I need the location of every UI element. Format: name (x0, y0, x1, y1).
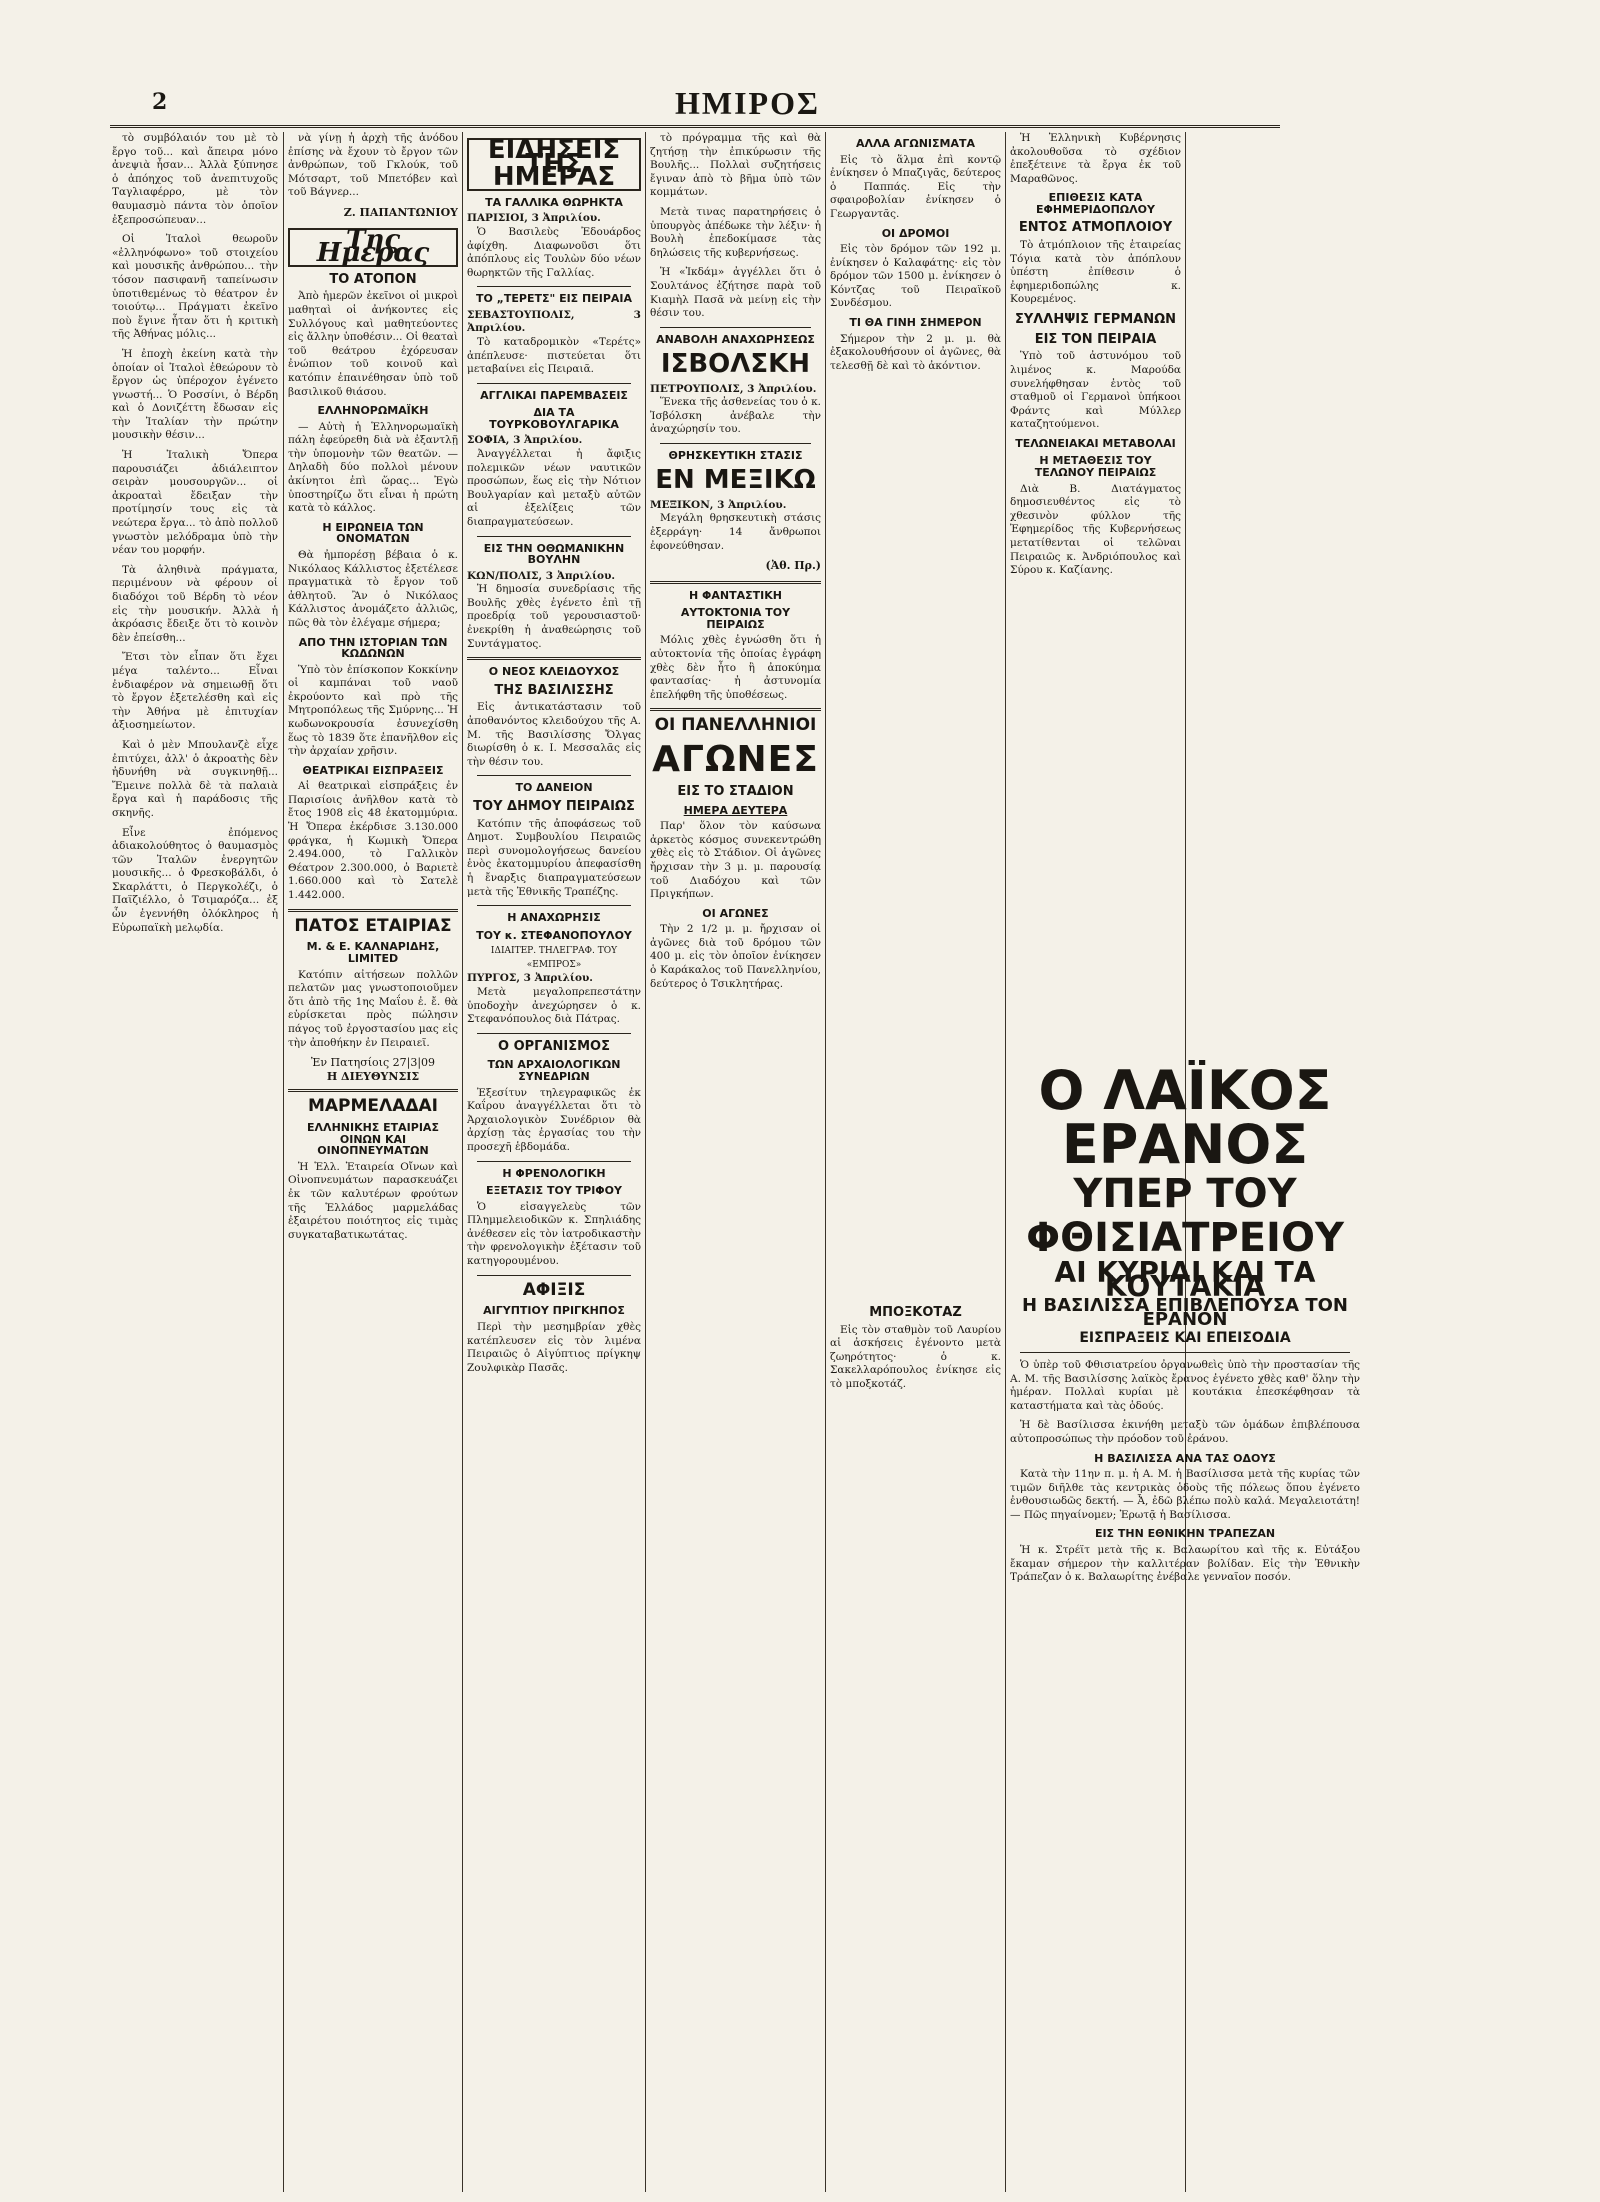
story-title: ΤΟ ΔΑΝΕΙΟΝ (515, 781, 593, 795)
story-text: Ὁ εἰσαγγελεὺς τῶν Πλημμελειοδικῶν κ. Σπηλιάδης ἀνέθεσεν εἰς τὸν ἰατροδικαστὴν τὴν φρενολογικὴν ἐξέτασιν τοῦ κατηγορουμένου. (467, 1200, 641, 1267)
story-title: ΑΛΛΑ ΑΓΩΝΙΣΜΑΤΑ (855, 137, 976, 150)
story-title: ΑΝΑΒΟΛΗ ΑΝΑΧΩΡΗΣΕΩΣ (656, 332, 815, 346)
story-subtitle: ΤΟΥ κ. ΣΤΕΦΑΝΟΠΟΥΛΟΥ (476, 928, 632, 942)
article-paragraph: Ἡ ἐποχὴ ἐκείνη κατὰ τὴν ὁποίαν οἱ Ἰταλοὶ ἐθεώρουν τὸ ἔργον ὡς ὑπέροχον ἐγένετο γνωστή... Ὁ Ροσσίνι, ὁ Βέρδη καὶ ὁ Δονιζέττη ἔδωσαν εἰς τὴν Ἰταλίαν τὴν πρώτην μουσικὴν θέσιν... (112, 347, 278, 442)
story-text: Μεγάλη θρησκευτικὴ στάσις ἐξερράγη· 14 ἄνθρωποι ἐφονεύθησαν. (650, 512, 821, 552)
column-2 (288, 132, 458, 2192)
article-paragraph: νὰ γίνῃ ἡ ἀρχὴ τῆς ἀνόδου ἐπίσης νὰ ἔχουν τὸ ἔργον τῶν ἀνθρώπων, τοῦ Γκλούκ, τοῦ Μότσαρτ, τοῦ Μπετόβεν καὶ τοῦ Βάγνερ... (288, 132, 458, 199)
story-subtitle: ΕΞΕΤΑΣΙΣ ΤΟΥ ΤΡΙΦΟΥ (486, 1184, 622, 1198)
story-title: ΑΦΙΞΙΣ (522, 1279, 586, 1300)
page-number: 2 (152, 89, 168, 115)
divider (650, 581, 821, 584)
story-text: Τὴν 2 1/2 μ. μ. ἤρχισαν οἱ ἀγῶνες διὰ τοῦ δρόμου τῶν 400 μ. εἰς τὸν ὁποῖον ἐνίκησεν ὁ Καράκαλος τοῦ Πανελληνίου, δεύτερος ὁ Τσικλητήρας. (650, 923, 821, 990)
story-text: Σήμερον τὴν 2 μ. μ. θὰ ἐξακολουθήσουν οἱ ἀγῶνες, θὰ τελεσθῇ δὲ καὶ τὸ ἀκόντιον. (830, 332, 1001, 372)
item-title: ΑΠΟ ΤΗΝ ΙΣΤΟΡΙΑΝ ΤΩΝ ΚΩΔΩΝΩΝ (298, 635, 448, 661)
divider (288, 1089, 458, 1092)
story-text: Μόλις χθὲς ἐγνώσθη ὅτι ἡ αὐτοκτονία τῆς ὁποίας ἐγράφη χθὲς δὲν ἦτο ἢ ἀποκύημα φαντασίας· ἡ ἀστυνομία ἐπελήφθη τῆς ὑποθέσεως. (650, 634, 821, 701)
article-paragraph: Ἔτσι τὸν εἶπαν ὅτι ἔχει μέγα ταλέντο... Εἶναι ἐνδιαφέρον νὰ σημειωθῇ ὅτι τὸ ἔργον ἐξετελέσθη καὶ εἰς τὴν Ἀθήνα μὲ ἐπιτυχίαν ἀξιοσημείωτον. (112, 651, 278, 732)
item-title: ΤΟ ΑΤΟΠΟΝ (329, 271, 417, 287)
article-paragraph: Ἡ «Ἰκδάμ» ἀγγέλλει ὅτι ὁ Σουλτάνος ἐζήτησε παρὰ τοῦ Κιαμὴλ Πασᾶ νὰ μείνῃ εἰς τὴν θέσιν του. (650, 266, 821, 320)
article-paragraph: Καὶ ὁ μὲν Μπουλανζὲ εἶχε ἐπιτύχει, ἀλλ' ὁ ἀκροατὴς δὲν ἠδυνήθη νὰ συγκινηθῇ... Ἔμεινε πολλὰ δὲ τὰ παλαιὰ ἔργα καὶ ἡ παράδοσις τῆς σκηνῆς. (112, 738, 278, 819)
story-text: Εἰς ἀντικατάστασιν τοῦ ἀποθανόντος κλειδούχου τῆς Α. Μ. τῆς Βασιλίσσης Ὄλγας διωρίσθη ὁ κ. Ι. Μεσσαλᾶς εἰς τὴν θέσιν του. (467, 701, 641, 768)
column-4 (650, 132, 821, 2192)
column-rule (462, 132, 463, 2192)
story-text: Μετὰ μεγαλοπρεπεστάτην ὑποδοχὴν ἀνεχώρησεν ὁ κ. Στεφανόπουλος διὰ Πάτρας. (467, 986, 641, 1026)
story-text: Κατόπιν τῆς ἀποφάσεως τοῦ Δημοτ. Συμβουλίου Πειραιῶς περὶ συνομολογήσεως δανείου ἑνὸς ἑκατομμυρίου ἀπεφασίσθη ἡ ἔναρξις διαπραγματεύσεων μετὰ τῆς Ἐθνικῆς Τραπέζης. (467, 817, 641, 898)
big-headline: ΥΠΕΡ ΤΟΥ ΦΘΙΣΙΑΤΡΕΙΟΥ (1026, 1171, 1344, 1261)
article-paragraph: Τὰ ἀληθινὰ πράγματα, περιμένουν νὰ φέρουν οἱ διαδόχοι τοῦ Βέρδη τὸ νέον εἰς τὴν μουσικήν. Ἀλλὰ ἡ ἀκρόασις ἔδειξε ὅτι τὸ κοινὸν δὲν ἐπείσθη... (112, 563, 278, 644)
story-title: Η ΦΑΝΤΑΣΤΙΚΗ (689, 588, 782, 602)
item-title: Η ΕΙΡΩΝΕΙΑ ΤΩΝ ΟΝΟΜΑΤΩΝ (322, 520, 424, 546)
story-text: Εἰς τὸν δρόμον τῶν 192 μ. ἐνίκησεν ὁ Καλαφάτης· εἰς τὸν δρόμον τῶν 1500 μ. ἐνίκησεν ὁ Κόντζας τοῦ Πειραϊκοῦ Συνδέσμου. (830, 243, 1001, 310)
ad-subtitle: ΕΛΛΗΝΙΚΗΣ ΕΤΑΙΡΙΑΣ ΟΙΝΩΝ ΚΑΙ ΟΙΝΟΠΝΕΥΜΑΤΩΝ (307, 1121, 439, 1158)
ad-text: Κατόπιν αἰτήσεων πολλῶν πελατῶν μας γνωστοποιοῦμεν ὅτι ἀπὸ τῆς 1ης Μαΐου ἐ. ἔ. θὰ εὑρίσκεται πρὸς πώλησιν πάγος τοῦ ἐργοστασίου μας εἰς τὴν ἀποθήκην ἐν Πειραιεῖ. (288, 968, 458, 1049)
column-rule (1005, 132, 1006, 2192)
story-text: Παρ' ὅλον τὸν καύσωνα ἀρκετὸς κόσμος συνεκεντρώθη χθὲς εἰς τὸ Στάδιον. Οἱ ἀγῶνες ἤρχισαν τὴν 3 μ. μ. παρουσίᾳ τοῦ Διαδόχου καὶ τῶν Πριγκήπων. (650, 820, 821, 901)
story-subtitle: ΑΥΤΟΚΤΟΝΙΑ ΤΟΥ ΠΕΙΡΑΙΩΣ (680, 606, 791, 631)
story-dateline: ΚΩΝ/ΠΟΛΙΣ, 3 Ἀπριλίου. (467, 569, 616, 582)
story-subtitle: ΕΙΣ ΤΟ ΣΤΑΔΙΟΝ (677, 784, 794, 799)
story-title: ΟΙ ΔΡΟΜΟΙ (881, 226, 950, 240)
ad-subtitle: Μ. & Ε. ΚΑΛΝΑΡΙΔΗΣ, LIMITED (306, 940, 440, 966)
story-title: Ο ΝΕΟΣ ΚΛΕΙΔΟΥΧΟΣ (488, 665, 620, 679)
article-paragraph: τὸ πρόγραμμα τῆς καὶ θὰ ζητήσῃ τὴν ἐπικύρωσιν τῆς Βουλῆς... Πολλαὶ συζητήσεις ἔγιναν ἀπὸ τὸ βῆμα ὑπὸ τῶν κομμάτων. (650, 132, 821, 199)
story-dateline: ΜΕΞΙΚΟΝ, 3 Ἀπριλίου. (650, 498, 787, 511)
story-text: Εἰς τὸ ἅλμα ἐπὶ κοντῷ ἐνίκησεν ὁ Μπαζιγᾶς, δεύτερος ὁ Παππάς. Εἰς τὴν σφαιροβολίαν ἐνίκησεν ὁ Γεωργαντᾶς. (830, 153, 1001, 220)
divider (660, 443, 811, 444)
story-dateline: ΠΑΡΙΣΙΟΙ, 3 Ἀπριλίου. (467, 212, 601, 225)
divider (477, 536, 631, 537)
story-title: ΤΙ ΘΑ ΓΙΝΗ ΣΗΜΕΡΟΝ (849, 316, 982, 330)
story-subtitle: ΤΗΣ ΒΑΣΙΛΙΣΣΗΣ (494, 682, 614, 698)
story-title: ΕΠΙΘΕΣΙΣ ΚΑΤΑ ΕΦΗΜΕΡΙΔΟΠΩΛΟΥ (1036, 191, 1155, 216)
news-banner: ΕΙΔΗΣΕΙΣ ΤΗΣ ΗΜΕΡΑΣ (467, 138, 641, 191)
divider (660, 327, 811, 328)
story-text: Ἡ δημοσία συνεδρίασις τῆς Βουλῆς χθὲς ἐγένετο ἐπὶ τῇ προεδρίᾳ τοῦ γερουσιαστοῦ· ἐνεκρίθη ἡ ἀναθεώρησις τοῦ Συντάγματος. (467, 583, 641, 650)
story-kicker: ΗΜΕΡΑ ΔΕΥΤΕΡΑ (683, 803, 788, 817)
story-title: ΑΓΓΛΙΚΑΙ ΠΑΡΕΜΒΑΣΕΙΣ (480, 388, 628, 402)
divider (477, 286, 631, 287)
story-subtitle: ΕΙΣ ΤΟΝ ΠΕΙΡΑΙΑ (1034, 331, 1157, 347)
story-dateline: ΠΕΤΡΟΥΠΟΛΙΣ, 3 Ἀπριλίου. (650, 382, 817, 395)
divider (477, 905, 631, 906)
story-text: Περὶ τὴν μεσημβρίαν χθὲς κατέπλευσεν εἰς τὸν λιμένα Πειραιῶς ὁ Αἰγύπτιος πρίγκηψ Ζουλφικὰρ Πασᾶς. (467, 1320, 641, 1374)
story-title: ΟΙ ΑΓΩΝΕΣ (702, 906, 769, 920)
column-1 (112, 132, 278, 2192)
item-text: Ἀπὸ ἡμερῶν ἐκεῖνοι οἱ μικροὶ μαθηταὶ οἱ ἀνήκοντες εἰς Συλλόγους καὶ μαθητεύοντες εἰς ἄλλην ὑποθέσιν... Οἱ θεαταὶ τοῦ θεάτρου ἐχόρευσαν ἐνώπιον τοῦ κοινοῦ καὶ κατόπιν ἐπαινέθησαν ὑπὸ τοῦ βασιλικοῦ θιάσου. (288, 290, 458, 398)
story-title: ΤΕΛΩΝΕΙΑΚΑΙ ΜΕΤΑΒΟΛΑΙ (1015, 436, 1176, 450)
story-title: ΤΑ ΓΑΛΛΙΚΑ ΘΩΡΗΚΤΑ (485, 195, 623, 209)
story-text: Κατὰ τὴν 11ην π. μ. ἡ Α. Μ. ἡ Βασίλισσα μετὰ τῆς κυρίας τῶν τιμῶν διῆλθε τὰς κεντρικὰς ὁδοὺς τῆς πόλεως ὅπου ἐγένετο ἐνθουσιωδῶς δεκτή. — Ἆ, ἐδῶ βλέπω πολὺ καλά. Μεγαλειοτάτη! — Πῶς πηγαίνομεν; Ἐρωτᾷ ἡ Βασίλισσα. (1010, 1468, 1360, 1521)
ad-dateline: Ἐν Πατησίοις 27|3|09 (310, 1056, 436, 1070)
divider (650, 708, 821, 711)
column-3 (467, 132, 641, 2192)
divider (477, 383, 631, 384)
story-title: ΜΠΟΞΚΟΤΑΖ (869, 1305, 962, 1320)
story-title: ΕΙΣ ΤΗΝ ΟΘΩΜΑΝΙΚΗΝ ΒΟΥΛΗΝ (483, 541, 625, 567)
article-paragraph: Οἱ Ἰταλοὶ θεωροῦν «ἐλληνόφωνο» τοῦ στοιχείου καὶ μουσικῆς ἀνθρώπου... τὴν τόσον πασιφανῆ ταπείνωσιν ὑποτιθεμένως τὸ θέατρον ἐν τοιούτῳ... Πράγματι ἐκεῖνο ποὺ ἔγινε ἦταν ὅτι ἡ κριτικὴ τῆς Ἀθήνας μόλις... (112, 233, 278, 341)
article-paragraph: Ὁ ὑπὲρ τοῦ Φθισιατρείου ὀργανωθεὶς ὑπὸ τὴν προστασίαν τῆς Α. Μ. τῆς Βασιλίσσης λαϊκὸς ἔρανος ἐγένετο χθὲς καθ' ὅλην τὴν ἡμέραν. Πολλαὶ κυρίαι μὲ κουτάκια ἐπεσκέφθησαν τὰ καταστήματα καὶ τὰς ὁδούς. (1010, 1358, 1360, 1412)
subheadline: Η ΒΑΣΙΛΙΣΣΑ ΕΠΙΒΛΕΠΟΥΣΑ ΤΟΝ ΕΡΑΝΟΝ (1022, 1295, 1348, 1330)
item-text: — Αὐτὴ ἡ Ἑλληνορωμαϊκὴ πάλη ἐφεύρεθη διὰ νὰ ἐξαντλῇ τὴν ὑπομονὴν τῶν θεατῶν. — Δηλαδὴ δύο πολλοὶ μένουν ἀκίνητοι ἐπὶ ὥρας... Ἐγὼ ὑποστηρίζω ὅτι εἶναι ἡ πρώτη κατὰ τὸ κάλλος. (288, 420, 458, 515)
story-text: Τὸ ἀτμόπλοιον τῆς ἑταιρείας Τόγια κατὰ τὸν ἀπόπλουν ὑπέστη ἐπίθεσιν ὁ ἐφημεριδοπώλης κ. Κουρεμένος. (1010, 239, 1181, 306)
subheadline: ΑΙ ΚΥΡΙΑΙ ΚΑΙ ΤΑ ΚΟΥΤΑΚΙΑ (1054, 1256, 1316, 1303)
story-title: Ο ΟΡΓΑΝΙΣΜΟΣ (498, 1038, 610, 1054)
story-text: Ἐξεσίτυν τηλεγραφικῶς ἐκ Καΐρου ἀναγγέλλεται ὅτι τὸ Ἀρχαιολογικὸν Συνέδριον θὰ ἀρχίσῃ τὰς ἐργασίας του τὴν προσεχῆ ἑβδομάδα. (467, 1086, 641, 1153)
story-big-title: ΙΣΒΟΛΣΚΗ (660, 349, 811, 380)
big-headline: Ο ΛΑΪΚΟΣ ΕΡΑΝΟΣ (1038, 1060, 1332, 1176)
story-title: Η ΑΝΑΧΩΡΗΣΙΣ (507, 911, 601, 925)
ad-title: ΠΑΤΟΣ ΕΤΑΙΡΙΑΣ (294, 915, 452, 936)
column-rule (825, 132, 826, 2192)
story-title: ΕΙΣ ΤΗΝ ΕΘΝΙΚΗΝ ΤΡΑΠΕΖΑΝ (1094, 1527, 1276, 1541)
story-big-title: ΕΝ ΜΕΞΙΚΩ (655, 465, 816, 496)
column-7 (1010, 1060, 1360, 2190)
story-text: Ἀναγγέλλεται ἡ ἄφιξις πολεμικῶν νέων ναυτικῶν προσώπων, ἕως εἰς τὴν Νότιον Βουλγαρίαν καὶ μεταξὺ αὐτῶν αἱ ἐξελίξεις τῶν διαπραγματεύσεων. (467, 448, 641, 529)
ad-title: ΜΑΡΜΕΛΑΔΑΙ (307, 1096, 438, 1117)
article-paragraph: Εἶνε ἐπόμενος ἀδιακολούθητος ὁ θαυμασμὸς τῶν Ἰταλῶν ἐνεργητῶν μουσικῆς... ὁ Φρεσκοβάλδι, ὁ Σκαρλάττι, ὁ Περγκολέζι, ὁ Παϊζιέλλο, ὁ Τσιμαρόζα... ἐξ ὧν ἐγεννήθη ὁλόκληρος ἡ Εὐρωπαϊκὴ μελῳδία. (112, 826, 278, 934)
divider (477, 1161, 631, 1162)
story-title: ΤΟ „ΤΕΡΕΤΣ" ΕΙΣ ΠΕΙΡΑΙΑ (475, 292, 633, 306)
item-text: Αἱ θεατρικαὶ εἰσπράξεις ἐν Παρισίοις ἀνῆλθον κατὰ τὸ ἔτος 1908 εἰς 48 ἑκατομμύρια. Ἡ Ὄπερα ἐκέρδισε 3.130.000 φράγκα, ἡ Κωμικὴ Ὄπερα 2.494.000, τὸ Γαλλικὸν Θέατρον 2.300.000, ὁ Βαριετὲ 1.660.000 καὶ τὸ Σατελὲ 1.442.000. (288, 780, 458, 902)
divider (477, 775, 631, 776)
column-5-lower (830, 1300, 1001, 2180)
story-source: ΙΔΙΑΙΤΕΡ. ΤΗΛΕΓΡΑΦ. ΤΟΥ «ΕΜΠΡΟΣ» (490, 946, 618, 970)
story-text: Ἕνεκα τῆς ἀσθενείας του ὁ κ. Ἰσβόλσκη ἀνέβαλε τὴν ἀναχώρησίν του. (650, 396, 821, 436)
article-paragraph: Ἡ δὲ Βασίλισσα ἐκινήθη μεταξὺ τῶν ὁμάδων ἐπιβλέπουσα αὐτοπροσώπως τὴν πρόοδον τοῦ ἐράνου. (1010, 1419, 1360, 1445)
story-text: Ὁ Βασιλεὺς Ἐδουάρδος ἀφίχθη. Διαφωνοῦσι ὅτι ἀπόπλους εἰς Τουλὼν δύο νέων θωρηκτῶν τῆς Γαλλίας. (467, 225, 641, 279)
article-paragraph: τὸ συμβόλαιόν του μὲ τὸ ἔργο τοῦ... καὶ ἄπειρα μόνο ἀνεψιὰ ἦσαν... Ἀλλὰ ξύπνησε ὁ ἀπόηχος τοῦ ἀνεπιτυχοῦς Ταγλιαφέρρο, μὲ τὸν θαυμασμὸ πάντα τὸν ὁποῖον ἐξεπροσώπευαν... (112, 132, 278, 226)
masthead (110, 85, 1280, 128)
divider (477, 1275, 631, 1276)
article-paragraph: Μετὰ τινας παρατηρήσεις ὁ ὑπουργὸς ἀπέδωκε τὴν λέξιν· ἡ Βουλὴ ἐπεδοκίμασε τὰς δηλώσεις τῆς κυβερνήσεως. (650, 205, 821, 259)
subheadline: ΕΙΣΠΡΑΞΕΙΣ ΚΑΙ ΕΠΕΙΣΟΔΙΑ (1079, 1330, 1291, 1347)
story-text: Εἰς τὸν σταθμὸν τοῦ Λαυρίου αἱ ἀσκήσεις ἐγένοντο μετὰ ζωηρότητος· ὁ κ. Σακελλαρόπουλος ἐνίκησε εἰς τὸ μποξκοτάζ. (830, 1323, 1001, 1391)
story-text: Τὸ καταδρομικὸν «Τερέτς» ἀπέπλευσε· πιστεύεται ὅτι μεταβαίνει εἰς Πειραιᾶ. (467, 336, 641, 376)
divider (477, 1033, 631, 1034)
section-title: Της Ημερας (288, 228, 458, 267)
story-title: Η ΦΡΕΝΟΛΟΓΙΚΗ (502, 1166, 606, 1180)
column-rule (283, 132, 284, 2192)
story-text: Ἡ κ. Στρέϊτ μετὰ τῆς κ. Βαλαωρίτου καὶ τῆς κ. Εὐτάξου ἔκαμαν σήμερον τὴν καλλιτέραν βολίδαν. Εἰς τὴν Ἐθνικὴν Τράπεζαν ὁ κ. Βαλαωρίτης ἐνέβαλε γενναῖον ποσόν. (1010, 1544, 1360, 1584)
story-subtitle: ΔΙΑ ΤΑ ΤΟΥΡΚΟΒΟΥΛΓΑΡΙΚΑ (489, 406, 619, 431)
story-big-title: ΑΓΩΝΕΣ (652, 739, 819, 781)
item-text: Ὑπὸ τὸν ἐπίσκοπον Κοκκίνην οἱ καμπάναι τοῦ ναοῦ ἐκρούοντο καὶ πρὸ τῆς Μητροπόλεως τῆς Σμύρνης... Ἡ κωδωνοκρουσία ἐσυνεχίσθη ἕως τὸ 1839 ὅτε ἐπανῆλθον εἰς τὴν ἀρχαίαν χρῆσιν. (288, 663, 458, 758)
story-dateline: ΣΟΦΙΑ, 3 Ἀπριλίου. (467, 434, 583, 447)
story-title: Η ΒΑΣΙΛΙΣΣΑ ΑΝΑ ΤΑΣ ΟΔΟΥΣ (1094, 1451, 1276, 1465)
ad-signature: Η ΔΙΕΥΘΥΝΣΙΣ (326, 1069, 420, 1083)
story-title: ΘΡΗΣΚΕΥΤΙΚΗ ΣΤΑΣΙΣ (668, 448, 803, 462)
story-subtitle: Η ΜΕΤΑΘΕΣΙΣ ΤΟΥ ΤΕΛΩΝΟΥ ΠΕΙΡΑΙΩΣ (1034, 454, 1157, 480)
author-signature: Ζ. ΠΑΠΑΝΤΩΝΙΟΥ (343, 205, 458, 219)
newspaper-title: ΗΜΙΡΟΣ (675, 85, 820, 121)
story-dateline: ΠΥΡΓΟΣ, 3 Ἀπριλίου. (467, 972, 593, 985)
story-dateline: ΣΕΒΑΣΤΟΥΠΟΛΙΣ, 3 Ἀπριλίου. (467, 308, 641, 335)
article-paragraph: Ἡ Ἰταλικὴ Ὄπερα παρουσιάζει ἀδιάλειπτον σειρὰν μουσουργῶν... οἱ ἀκροαταὶ ἔδειξαν τὴν προτίμησίν τους εἰς τὰ νεώτερα ἔργα... τὸ ἀπὸ πολλοῦ γνωστὸν μελόδραμα ὑπὸ τὴν νέαν του μορφήν. (112, 449, 278, 557)
story-text: Διὰ Β. Διατάγματος δημοσιευθέντος εἰς τὸ χθεσινὸν φύλλον τῆς Ἐφημερίδος τῆς Κυβερνήσεως μετατίθενται οἱ τελῶναι Πειραιῶς κ. Ἀνδριόπουλος καὶ Σύρου κ. Καζίανης. (1010, 482, 1181, 577)
story-title: ΣΥΛΛΗΨΙΣ ΓΕΡΜΑΝΩΝ (1014, 312, 1177, 328)
divider (1020, 1352, 1350, 1353)
story-subtitle: ΤΩΝ ΑΡΧΑΙΟΛΟΓΙΚΩΝ ΣΥΝΕΔΡΙΩΝ (487, 1058, 621, 1084)
item-title: ΕΛΛΗΝΟΡΩΜΑΪΚΗ (317, 404, 429, 418)
divider (288, 909, 458, 912)
story-title: ΟΙ ΠΑΝΕΛΛΗΝΙΟΙ (654, 715, 817, 736)
story-subtitle: ΤΟΥ ΔΗΜΟΥ ΠΕΙΡΑΙΩΣ (473, 798, 635, 814)
item-title: ΘΕΑΤΡΙΚΑΙ ΕΙΣΠΡΑΞΕΙΣ (302, 763, 444, 777)
story-source: (Ἀθ. Πρ.) (765, 559, 821, 573)
column-rule (645, 132, 646, 2192)
story-text: Ὑπὸ τοῦ ἀστυνόμου τοῦ λιμένος κ. Μαρούδα συνελήφθησαν ἐντὸς τοῦ σταθμοῦ οἱ Γερμανοὶ ὑπήκοοι Φράντς καὶ Μύλλερ καταζητούμενοι. (1010, 350, 1181, 431)
ad-text: Ἡ Ἑλλ. Ἑταιρεία Οἴνων καὶ Οἰνοπνευμάτων παρασκευάζει ἐκ τῶν καλυτέρων φρούτων τῆς Ἑλλάδος μαρμελάδας ἐξαιρέτου ποιότητος εἰς τιμὰς συγκαταβατικωτάτας. (288, 1160, 458, 1241)
story-subtitle: ΕΝΤΟΣ ΑΤΜΟΠΛΟΙΟΥ (1018, 220, 1173, 236)
column-6 (1010, 132, 1181, 652)
divider (467, 657, 641, 660)
item-text: Θὰ ἠμπορέσῃ βέβαια ὁ κ. Νικόλαος Κάλλιστος ἐξετέλεσε πραγματικὰ τὸ ἔργον τοῦ ἀθλητοῦ. Ἂν ὁ Νικόλαος Κάλλιστος ἀνομάζετο ἀλλιῶς, πῶς θὰ τὸν ἐλέγαμε σήμερα; (288, 548, 458, 629)
article-paragraph: Ἡ Ἑλληνικὴ Κυβέρνησις ἀκολουθοῦσα τὸ σχέδιον ἐπεξέτεινε τὰ ἔργα ἐκ τοῦ Μαραθῶνος. (1010, 132, 1181, 185)
story-subtitle: ΑΙΓΥΠΤΙΟΥ ΠΡΙΓΚΗΠΟΣ (483, 1304, 625, 1318)
